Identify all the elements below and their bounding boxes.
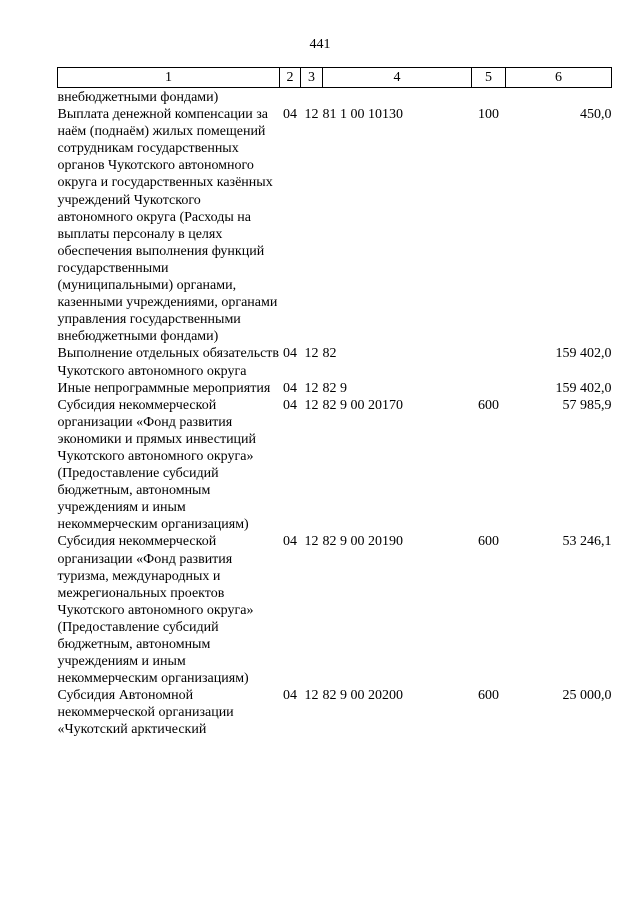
row-section: 04 xyxy=(283,534,297,550)
row-section: 04 xyxy=(283,688,297,704)
row-expense-type xyxy=(472,345,506,379)
row-section: 04 xyxy=(283,397,297,413)
row-name: Субсидия некоммерческой организации «Фонд развития экономики и прямых инвестиций Чукотского автономного округа» (Предоставление субсидий бюджетным, автономным учреждениям и иным некоммерческим организациям) xyxy=(57,397,257,533)
row-amount: 450,0 xyxy=(580,107,612,123)
page-number: 441 xyxy=(309,37,331,52)
row-expense-type: 600 xyxy=(478,688,499,704)
row-amount: 159 402,0 xyxy=(555,346,612,362)
row-section: 04 xyxy=(283,380,297,396)
column-header: 5 xyxy=(472,68,506,88)
row-expense-type: 100 xyxy=(478,107,499,123)
row-target-article: 82 xyxy=(322,346,337,362)
row-name: Выплата денежной компенсации за наём (поднаём) жилых помещений сотрудникам государственных органов Чукотского автономного округа и государственных казённых учреждений Чукотского автономного округа (Расходы на выплаты персоналу в целях обеспечения выполнения функций государственными (муниципальными) органами, казенными учреждениями, органами управления государственными внебюджетными фондами) xyxy=(57,107,278,345)
table-row xyxy=(58,687,612,738)
table-row xyxy=(58,345,612,379)
row-target-article: 82 9 xyxy=(322,380,347,396)
row-name: Субсидия некоммерческой организации «Фонд развития туризма, международных и межрегиональных проектов Чукотского автономного округа» (Предоставление субсидий бюджетным, автономным учреждениям и иным некоммерческим организациям) xyxy=(57,534,254,687)
table-row xyxy=(58,397,612,534)
row-amount: 53 246,1 xyxy=(562,534,612,550)
row-section: 04 xyxy=(283,107,297,123)
column-header: 6 xyxy=(506,68,612,88)
table-row xyxy=(58,533,612,687)
row-expense-type: 600 xyxy=(478,397,499,413)
row-amount: 57 985,9 xyxy=(562,397,612,413)
row-expense-type xyxy=(472,380,506,397)
row-subsection: 12 xyxy=(304,534,319,550)
row-subsection: 12 xyxy=(304,346,319,362)
row-amount: 25 000,0 xyxy=(562,688,612,704)
row-subsection: 12 xyxy=(304,380,319,396)
row-target-article: 82 9 00 20200 xyxy=(322,688,403,704)
row-subsection: 12 xyxy=(304,107,319,123)
row-subsection: 12 xyxy=(304,688,319,704)
row-target-article: 81 1 00 10130 xyxy=(322,107,403,123)
table-row xyxy=(58,106,612,345)
table-row xyxy=(58,380,612,397)
row-name: Субсидия Автономной некоммерческой организации «Чукотский арктический xyxy=(57,688,234,738)
row-target-article: 82 9 00 20190 xyxy=(322,534,403,550)
column-header: 1 xyxy=(58,68,280,88)
column-header: 2 xyxy=(280,68,301,88)
carry-over-text: внебюджетными фондами) xyxy=(57,90,219,105)
column-header: 4 xyxy=(323,68,472,88)
row-name: Иные непрограммные мероприятия xyxy=(57,380,271,396)
row-section: 04 xyxy=(283,346,297,362)
row-target-article: 82 9 00 20170 xyxy=(322,397,403,413)
row-name: Выполнение отдельных обязательств Чукотского автономного округа xyxy=(57,346,280,379)
budget-table xyxy=(57,67,612,739)
header-row xyxy=(58,68,612,88)
column-header: 3 xyxy=(301,68,323,88)
row-expense-type: 600 xyxy=(478,534,499,550)
row-subsection: 12 xyxy=(304,397,319,413)
row-amount: 159 402,0 xyxy=(555,380,612,396)
carry-over-row xyxy=(58,88,612,107)
